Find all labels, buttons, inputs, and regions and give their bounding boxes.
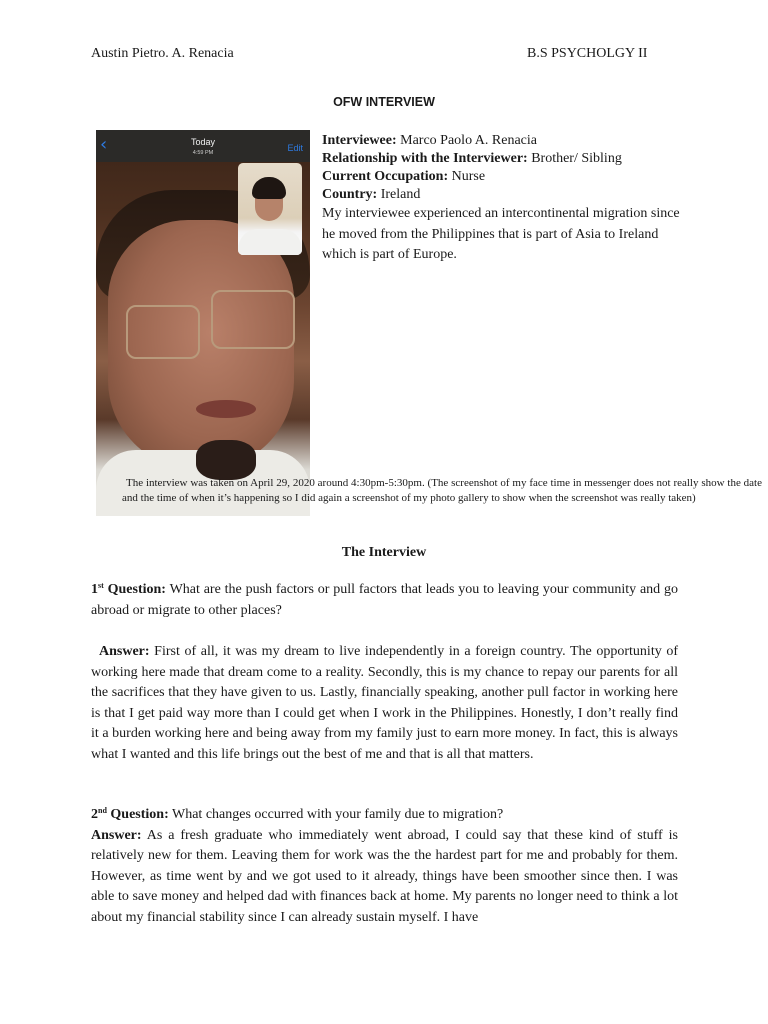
photo-edit-label: Edit [287, 143, 303, 153]
pip-shirt [238, 229, 302, 255]
photo-glasses-left [126, 305, 200, 359]
question-1-suffix: st [98, 581, 104, 590]
chevron-left-icon: ‹ [100, 134, 108, 155]
question-2 [91, 805, 678, 928]
interviewee-value: Marco Paolo A. Renacia [400, 133, 537, 148]
photo-date-title: Today [190, 137, 216, 147]
document-title: OFW INTERVIEW [333, 95, 435, 109]
answer-2-label: Answer: [91, 827, 142, 843]
question-1 [91, 580, 678, 621]
photo-lips [196, 400, 256, 418]
question-2-number: 2 [91, 807, 98, 822]
occupation-value: Nurse [451, 169, 486, 184]
occupation-label: Current Occupation: [322, 169, 449, 184]
photo-goatee [196, 440, 256, 480]
pip-video-thumbnail [238, 163, 302, 255]
migration-description: My interviewee experienced an intercontinental migration since he moved from the Philippines that is part of Asia to Ireland which is part of Europe. [322, 206, 680, 262]
section-title: The Interview [341, 545, 427, 560]
author-name: Austin Pietro. A. Renacia [91, 46, 234, 61]
answer-2-text: As a fresh graduate who immediately went abroad, I could say that these kind of stuff is relatively new for them. Leaving them for work was the the hardest part for me and probably for them. However, as time went by and we got used to it already, things have been smoother since then. I was able to save money and helped dad with finances back at home. My parents no longer need to think a lot about my financial stability since I can already sustain myself. I have [91, 827, 678, 925]
facetime-screenshot [96, 130, 310, 516]
answer-2 [91, 826, 678, 929]
relationship-value: Brother/ Sibling [531, 151, 622, 166]
question-1-text: What are the push factors or pull factors that leads you to leaving your community and go abroad or migrate to other places? [91, 582, 679, 618]
question-2-row [91, 805, 678, 826]
question-2-suffix: nd [98, 806, 107, 815]
relationship-label: Relationship with the Interviewer: [322, 151, 528, 166]
photo-status-bar [96, 130, 310, 162]
country-row [322, 186, 682, 204]
interviewee-label: Interviewee: [322, 133, 397, 148]
interviewee-row [322, 132, 682, 150]
question-2-label: Question: [110, 807, 169, 822]
photo-caption [122, 476, 762, 505]
interviewee-info [322, 132, 682, 266]
answer-1-label: Answer: [99, 644, 150, 659]
answer-1-text: First of all, it was my dream to live independently in a foreign country. The opportunity of working here made that dream come to a reality. Secondly, this is my chance to repay our parents for all the sacrifices that they have given to us. Lastly, financially speaking, another pull factor in working here is that I get paid way more than I could get when I work in the Philippines. Honestly, I don’t really find it a burden working here and being away from my family just to earn more money. In fact, this is always what I wanted and this life brings out the best of me and that is all that matters. [91, 644, 678, 762]
course-label: B.S PSYCHOLGY II [527, 46, 648, 61]
photo-glasses-right [211, 290, 295, 349]
question-1-number: 1 [91, 582, 98, 597]
relationship-row [322, 150, 682, 168]
photo-time: 4:59 PM [192, 150, 214, 156]
country-value: Ireland [380, 187, 421, 202]
caption-text: The interview was taken on April 29, 2020 around 4:30pm-5:30pm. (The screenshot of my face time in messenger does not really show the date and the time of when it’s happening so I did again a screenshot of my photo gallery to show when the screenshot was really taken) [122, 477, 762, 504]
question-2-text: What changes occurred with your family due to migration? [172, 807, 504, 822]
country-label: Country: [322, 187, 378, 202]
question-1-label: Question: [107, 582, 166, 597]
pip-hair [252, 177, 286, 199]
occupation-row [322, 168, 682, 186]
answer-1 [91, 642, 678, 765]
